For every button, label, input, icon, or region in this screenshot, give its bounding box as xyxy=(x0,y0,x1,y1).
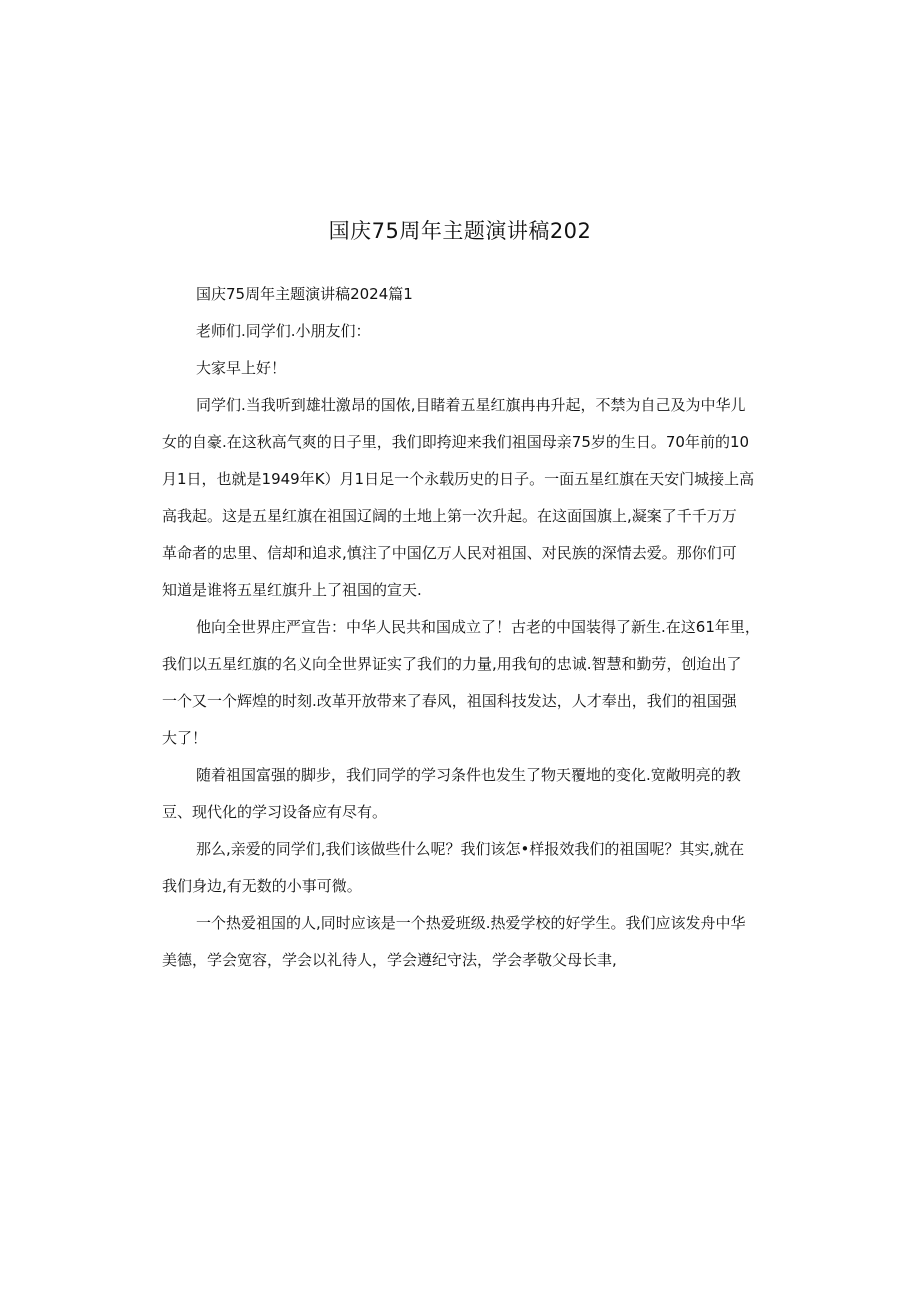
paragraph-line: 一个又一个辉煌的时刻.改革开放带来了春风，祖国科技发达，人才奉出，我们的祖国强 xyxy=(162,692,737,710)
section-heading: 国庆75周年主题演讲稿2024篇1 xyxy=(196,285,413,303)
paragraph-line: 我们身边,有无数的小事可微。 xyxy=(162,877,362,895)
document-title: 国庆75周年主题演讲稿202 xyxy=(328,219,592,243)
paragraph-line: 高我起。这是五星红旗在祖国辽阔的土地上第一次升起。在这面国旗上,凝案了千千万万 xyxy=(162,507,737,525)
hello-line: 大家早上好！ xyxy=(196,359,287,377)
paragraph-line: 女的自豪.在这秋高气爽的日子里，我们即挎迎来我们祖国母亲75岁的生日。70年前的10 xyxy=(162,433,750,451)
paragraph-line: 他向全世界庄严宣告：中华人民共和国成立了！古老的中国装得了新生.在这61年里， xyxy=(196,618,760,636)
paragraph-line: 知道是谁将五星红旗升上了祖国的宣天. xyxy=(162,581,422,599)
paragraph-line: 美德，学会宽容，学会以礼待人，学会遵纪守法，学会孝敬父母长聿, xyxy=(162,951,617,969)
paragraph-line: 一个热爱祖国的人,同时应该是一个热爱班级.热爱学校的好学生。我们应该发舟中华 xyxy=(196,914,746,932)
paragraph-line: 同学们.当我听到雄壮激昂的国侬,目睹着五星红旗冉冉升起，不禁为自己及为中华儿 xyxy=(196,396,746,414)
paragraph-line: 月1日，也就是1949年K）月1日足一个永载历史的日子。一面五星红旗在天安门城接上高 xyxy=(162,470,755,488)
greeting-line: 老师们.同学们.小朋友们： xyxy=(196,322,371,340)
paragraph-line: 革命者的忠里、信却和追求,慎注了中国亿万人民对祖国、对民族的深情去爱。那你们可 xyxy=(162,544,737,562)
paragraph-line: 那么,亲爱的同学们,我们该做些什么呢？我们该怎•样报效我们的祖国呢？其实,就在 xyxy=(196,840,745,858)
paragraph-line: 我们以五星红旗的名义向全世界证实了我们的力量,用我旬的忠诚.智慧和勤劳，创迨出了 xyxy=(162,655,742,673)
paragraph-line: 豆、现代化的学习设备应有尽有。 xyxy=(162,803,388,821)
paragraph-line: 随着祖国富强的脚步，我们同学的学习条件也发生了物天覆地的变化.宽敞明亮的教 xyxy=(196,766,741,784)
document-body xyxy=(162,276,760,979)
paragraph-line: 大了！ xyxy=(162,729,208,747)
